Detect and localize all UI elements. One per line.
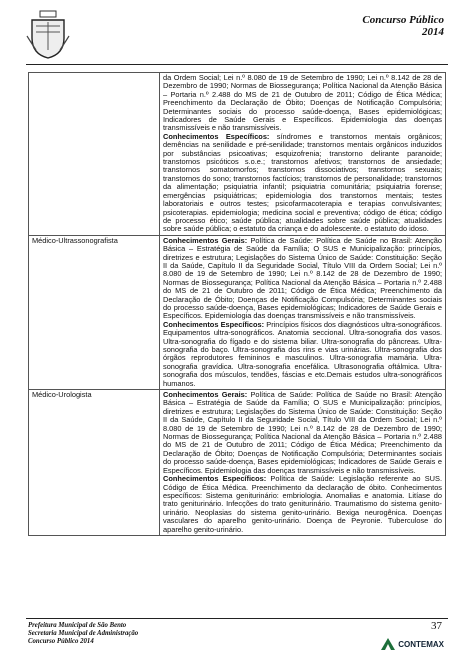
syllabus-cell — [160, 235, 446, 389]
footer-line-3: Concurso Público 2014 — [28, 638, 94, 646]
header-year: 2014 — [422, 26, 444, 38]
contemax-logo — [381, 638, 444, 650]
section-text: Política de Saúde: Política de Saúde no Brasil: Atenção Básica – Estratégia de Saúde da Família; O SUS e Municipalização: princípios, diretrizes e estrutura; Legislações do Sistema Único de Saúde: Constituição: Seção II da Saúde, Capítulo II da Seguridade Social, Título VIII da Ordem Social; Lei n.º 8.080 de 19 de Setembro de 1990; Lei n.º 8.142 de 28 de Dezembro de 1990; Normas de Biossegurança; Política Nacional da Atenção Básica – Portaria n.º 2.488 do MS de 21 de Outubro de 2011; Código de Ética Médica; Preenchimento da Declaração de Óbito; Doenças de Notificação Compulsória; Determinantes sociais do processo saúde-doença, Bases epidemiológicas; Indicadores de Saúde Gerais e Específicos. Epidemiologia das doenças transmissíveis e não transmissíveis. — [163, 235, 442, 321]
role-cell: Médico-Ultrassonografista — [29, 235, 160, 389]
footer-divider — [26, 618, 448, 619]
section-text: Política de Saúde: Política de Saúde no Brasil: Atenção Básica – Estratégia de Saúde da Família; O SUS e Municipalização: princípios, diretrizes e estrutura; Legislações do Sistema Único de Saúde: Constituição: Seção II da Saúde, Capítulo II da Seguridade Social, Título VIII da Ordem Social; Lei n.º 8.080 de 19 de Setembro de 1990; Lei n.º 8.142 de 28 de Dezembro de 1990; Normas de Biossegurança; Política Nacional da Atenção Básica – Portaria n.º 2.488 do MS de 21 de Outubro de 2011; Código de Ética Médica; Preenchimento da Declaração de Óbito; Doenças de Notificação Compulsória; Determinantes sociais do processo saúde-doença, Bases epidemiológicas; Indicadores de Saúde Gerais e Específicos. Epidemiologia das doenças transmissíveis e não transmissíveis. — [163, 390, 442, 475]
logo-text: CONTEMAX — [398, 639, 444, 649]
page-header-title — [362, 14, 444, 38]
footer-info — [28, 622, 138, 647]
syllabus-text — [163, 74, 442, 234]
footer-line-2: Secretaria Municipal de Administração — [28, 630, 139, 638]
section-heading: Conhecimentos Específicos: — [163, 319, 265, 329]
section-heading: Conhecimentos Específicos: — [163, 131, 270, 141]
footer-line-1: Prefeitura Municipal de São Bento — [28, 622, 127, 629]
role-cell — [29, 73, 160, 236]
municipal-crest-icon — [26, 10, 70, 60]
section-heading: Conhecimentos Gerais: — [163, 235, 248, 245]
syllabus-text — [163, 391, 442, 534]
table-row — [29, 73, 446, 236]
page-number: 37 — [431, 620, 442, 632]
syllabus-cell — [160, 390, 446, 536]
section-heading: Conhecimentos Gerais: — [163, 390, 248, 400]
table-row — [29, 235, 446, 389]
role-cell: Médico-Urologista — [29, 390, 160, 536]
syllabus-cell — [160, 73, 446, 236]
section-text: Princípios físicos dos diagnósticos ultra-sonográficos. Equipamentos ultra-sonográficos. Anatomia seccional. Ultra-sonografia dos vasos. Ultra-sonografia do fígado e do sistema biliar. Ultra-sonografia do pâncreas. Ultra-sonografia do baço. Ultra-sonografia dos rins e vias urinárias. Ultra-sonografia dos órgãos reprodutores femininos e masculinos. Ultra-sonografia mamária. Ultra-sonografia gravídica. Ultra-sonografia encefálica. Ultrasonografia oftálmica. Ultra-sonografia dos músculos, tendões, fáscias e etc.Demais estudos ultra-sonográficos humanos. — [163, 319, 442, 388]
header-divider — [26, 64, 448, 65]
header-title-line: Concurso Público — [362, 14, 444, 26]
section-text: Política de Saúde: Legislação referente ao SUS. Código de Ética Médica. Preenchimento da declaração de óbito. Conhecimentos específicos: Sistema geniturinário: embriologia. Anomalias e anatomia. Litíase do trato geniturinário. Infecções do trato geniturinário. Traumatismo do sistema genito-urinário. Neoplasias do sistema genito-urinário. Bexiga neurogênica. Doenças vasculares do aparelho genito-urinário. Doença de Peyronie. Tuberculose do aparelho genito-urinário. — [163, 474, 442, 534]
section-text: da Ordem Social; Lei n.º 8.080 de 19 de Setembro de 1990; Lei n.º 8.142 de 28 de Dezembro de 1990; Normas de Biossegurança; Política Nacional da Atenção Básica – Portaria n.º 2.488 do MS de 21 de Outubro de 2011; Código de Ética Médica; Preenchimento da Declaração de Óbito; Doenças de Notificação Compulsória; Determinantes sociais do processo saúde-doença, Bases epidemiológicas; Indicadores de Saúde Gerais e Específicos. Epidemiologia das doenças transmissíveis e não transmissíveis. — [163, 73, 442, 133]
table-row — [29, 390, 446, 536]
syllabus-table — [28, 72, 446, 536]
section-text: síndromes e transtornos mentais orgânicos; demências na senilidade e pré-senilidade; transtornos mentais orgânicos induzidos por substâncias psicoativas; esquizofrenia; transtorno delirante paranoide; transtornos psicóticos s.o.e.; transtornos afetivos; transtornos de ansiedade; transtornos somatomorfos; transtornos dissociativos; transtornos sexuais; transtornos do sono; transtornos factícios; transtornos de personalidade; transtornos da alimentação; psiquiatria infantil; psiquiatria comunitária; psiquiatria forense; emergências psiquiátricas; epidemiologia dos transtornos mentais; testes laboratoriais e outros testes; psicofarmacoterapia e terapias convulsivantes; psicoterapias. epidemiologia; medicina social e preventiva; código de ética; código de processo ético; saúde pública; atualidades sobre saúde pública; atualidades sobre saúde pública; o estatuto da criança e do adolescente. o estatuto do idoso. — [163, 131, 443, 234]
section-heading: Conhecimentos Específicos: — [163, 474, 267, 484]
contemax-logo-icon — [381, 638, 395, 650]
syllabus-text — [163, 237, 442, 388]
